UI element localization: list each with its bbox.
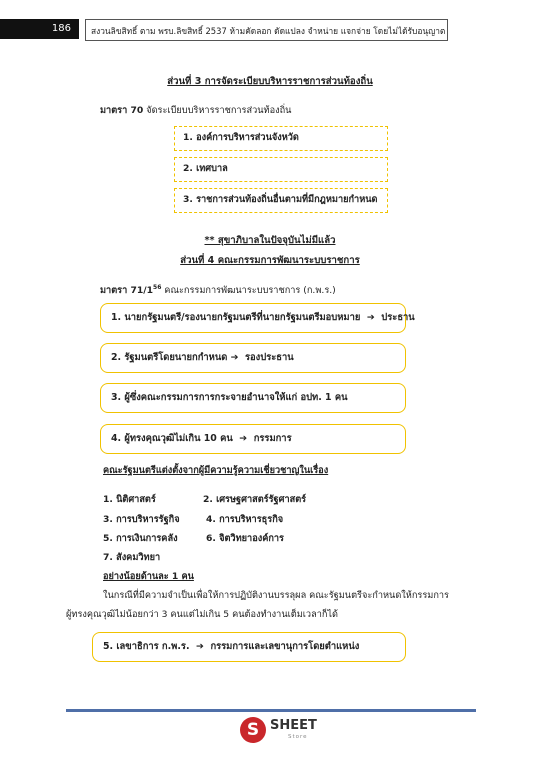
page-number: 186 — [0, 19, 79, 39]
secretary-text: 5. เลขาธิการ ก.พ.ร. — [103, 641, 190, 652]
footnote-ref: 56 — [153, 283, 162, 291]
member-4-text: 4. ผู้ทรงคุณวุฒิไม่เกิน 10 คน — [111, 433, 233, 444]
expert-5: 5. การเงินการคลัง — [103, 533, 178, 544]
part4-title: ส่วนที่ 4 คณะกรรมการพัฒนาระบบราชการ — [180, 255, 360, 266]
member-4-role: กรรมการ — [253, 433, 292, 444]
member-1-role: ประธาน — [381, 312, 415, 323]
experts-heading: คณะรัฐมนตรีแต่งตั้งจากผู้มีความรู้ความเชี่ยวชาญในเรื่อง — [103, 465, 329, 476]
arrow-right-icon: ➔ — [363, 312, 379, 323]
expert-7: 7. สังคมวิทยา — [103, 552, 161, 563]
section-71-1-label: มาตรา 71/1 — [100, 285, 154, 296]
member-box-1 — [100, 303, 415, 333]
section-71-1-text: คณะกรรมการพัฒนาระบบราชการ (ก.พ.ร.) — [164, 285, 336, 296]
logo-s-icon: S — [240, 717, 266, 743]
secretary-role: กรรมการและเลขานุการโดยตำแหน่ง — [210, 641, 360, 652]
member-3-text: 3. ผู้ซึ่งคณะกรรมการการกระจายอำนาจให้แก่ อปท. 1 คน — [111, 392, 348, 403]
footer-divider — [66, 709, 476, 712]
expert-2: 2. เศรษฐศาสตร์รัฐศาสตร์ — [203, 494, 307, 505]
arrow-right-icon: ➔ — [192, 641, 208, 652]
expert-6: 6. จิตวิทยาองค์การ — [206, 533, 284, 544]
min-each-note: อย่างน้อยด้านละ 1 คน — [103, 571, 194, 582]
local-gov-item-1: 1. องค์การบริหารส่วนจังหวัด — [174, 126, 388, 151]
secretary-box — [92, 632, 406, 662]
expert-4: 4. การบริหารธุรกิจ — [206, 514, 284, 525]
expert-3: 3. การบริหารรัฐกิจ — [103, 514, 180, 525]
paragraph-line-2: ผู้ทรงคุณวุฒิไม่น้อยกว่า 3 คนแต่ไม่เกิน 5 คนต้องทำงานเต็มเวลาก็ได้ — [66, 609, 339, 620]
part3-title: ส่วนที่ 3 การจัดระเบียบบริหารราชการส่วนท้องถิ่น — [167, 76, 373, 87]
member-box-4 — [100, 424, 406, 454]
sanitation-note: ** สุขาภิบาลในปัจจุบันไม่มีแล้ว — [204, 235, 336, 246]
section-70-text: จัดระเบียบบริหารราชการส่วนท้องถิ่น — [146, 105, 292, 116]
member-1-text: 1. นายกรัฐมนตรี/รองนายกรัฐมนตรีที่นายกรัฐมนตรีมอบหมาย — [111, 312, 361, 323]
section-70 — [100, 103, 291, 118]
member-box-3 — [100, 383, 406, 413]
member-2-role: รองประธาน — [245, 352, 294, 363]
paragraph-line-1: ในกรณีที่มีความจำเป็นเพื่อให้การปฏิบัติงานบรรลุผล คณะรัฐมนตรีจะกำหนดให้กรรมการ — [103, 590, 449, 601]
logo-text: SHEET — [270, 718, 317, 733]
local-gov-item-3: 3. ราชการส่วนท้องถิ่นอื่นตามที่มีกฎหมายกำหนด — [174, 188, 388, 213]
member-2-text: 2. รัฐมนตรีโดยนายกกำหนด — [111, 352, 228, 363]
arrow-right-icon: ➔ — [230, 352, 242, 363]
copyright-notice: สงวนลิขสิทธิ์ ตาม พรบ.ลิขสิทธิ์ 2537 ห้ามคัดลอก ดัดแปลง จำหน่าย แจกจ่าย โดยไม่ได้รับอนุญาต — [85, 19, 448, 41]
arrow-right-icon: ➔ — [236, 433, 251, 444]
logo-subtext: Store — [288, 734, 308, 740]
section-71-1 — [100, 283, 336, 298]
member-box-2 — [100, 343, 406, 373]
local-gov-item-2: 2. เทศบาล — [174, 157, 388, 182]
expert-1: 1. นิติศาสตร์ — [103, 494, 156, 505]
section-70-label: มาตรา 70 — [100, 105, 144, 116]
sheet-store-logo — [240, 717, 360, 747]
